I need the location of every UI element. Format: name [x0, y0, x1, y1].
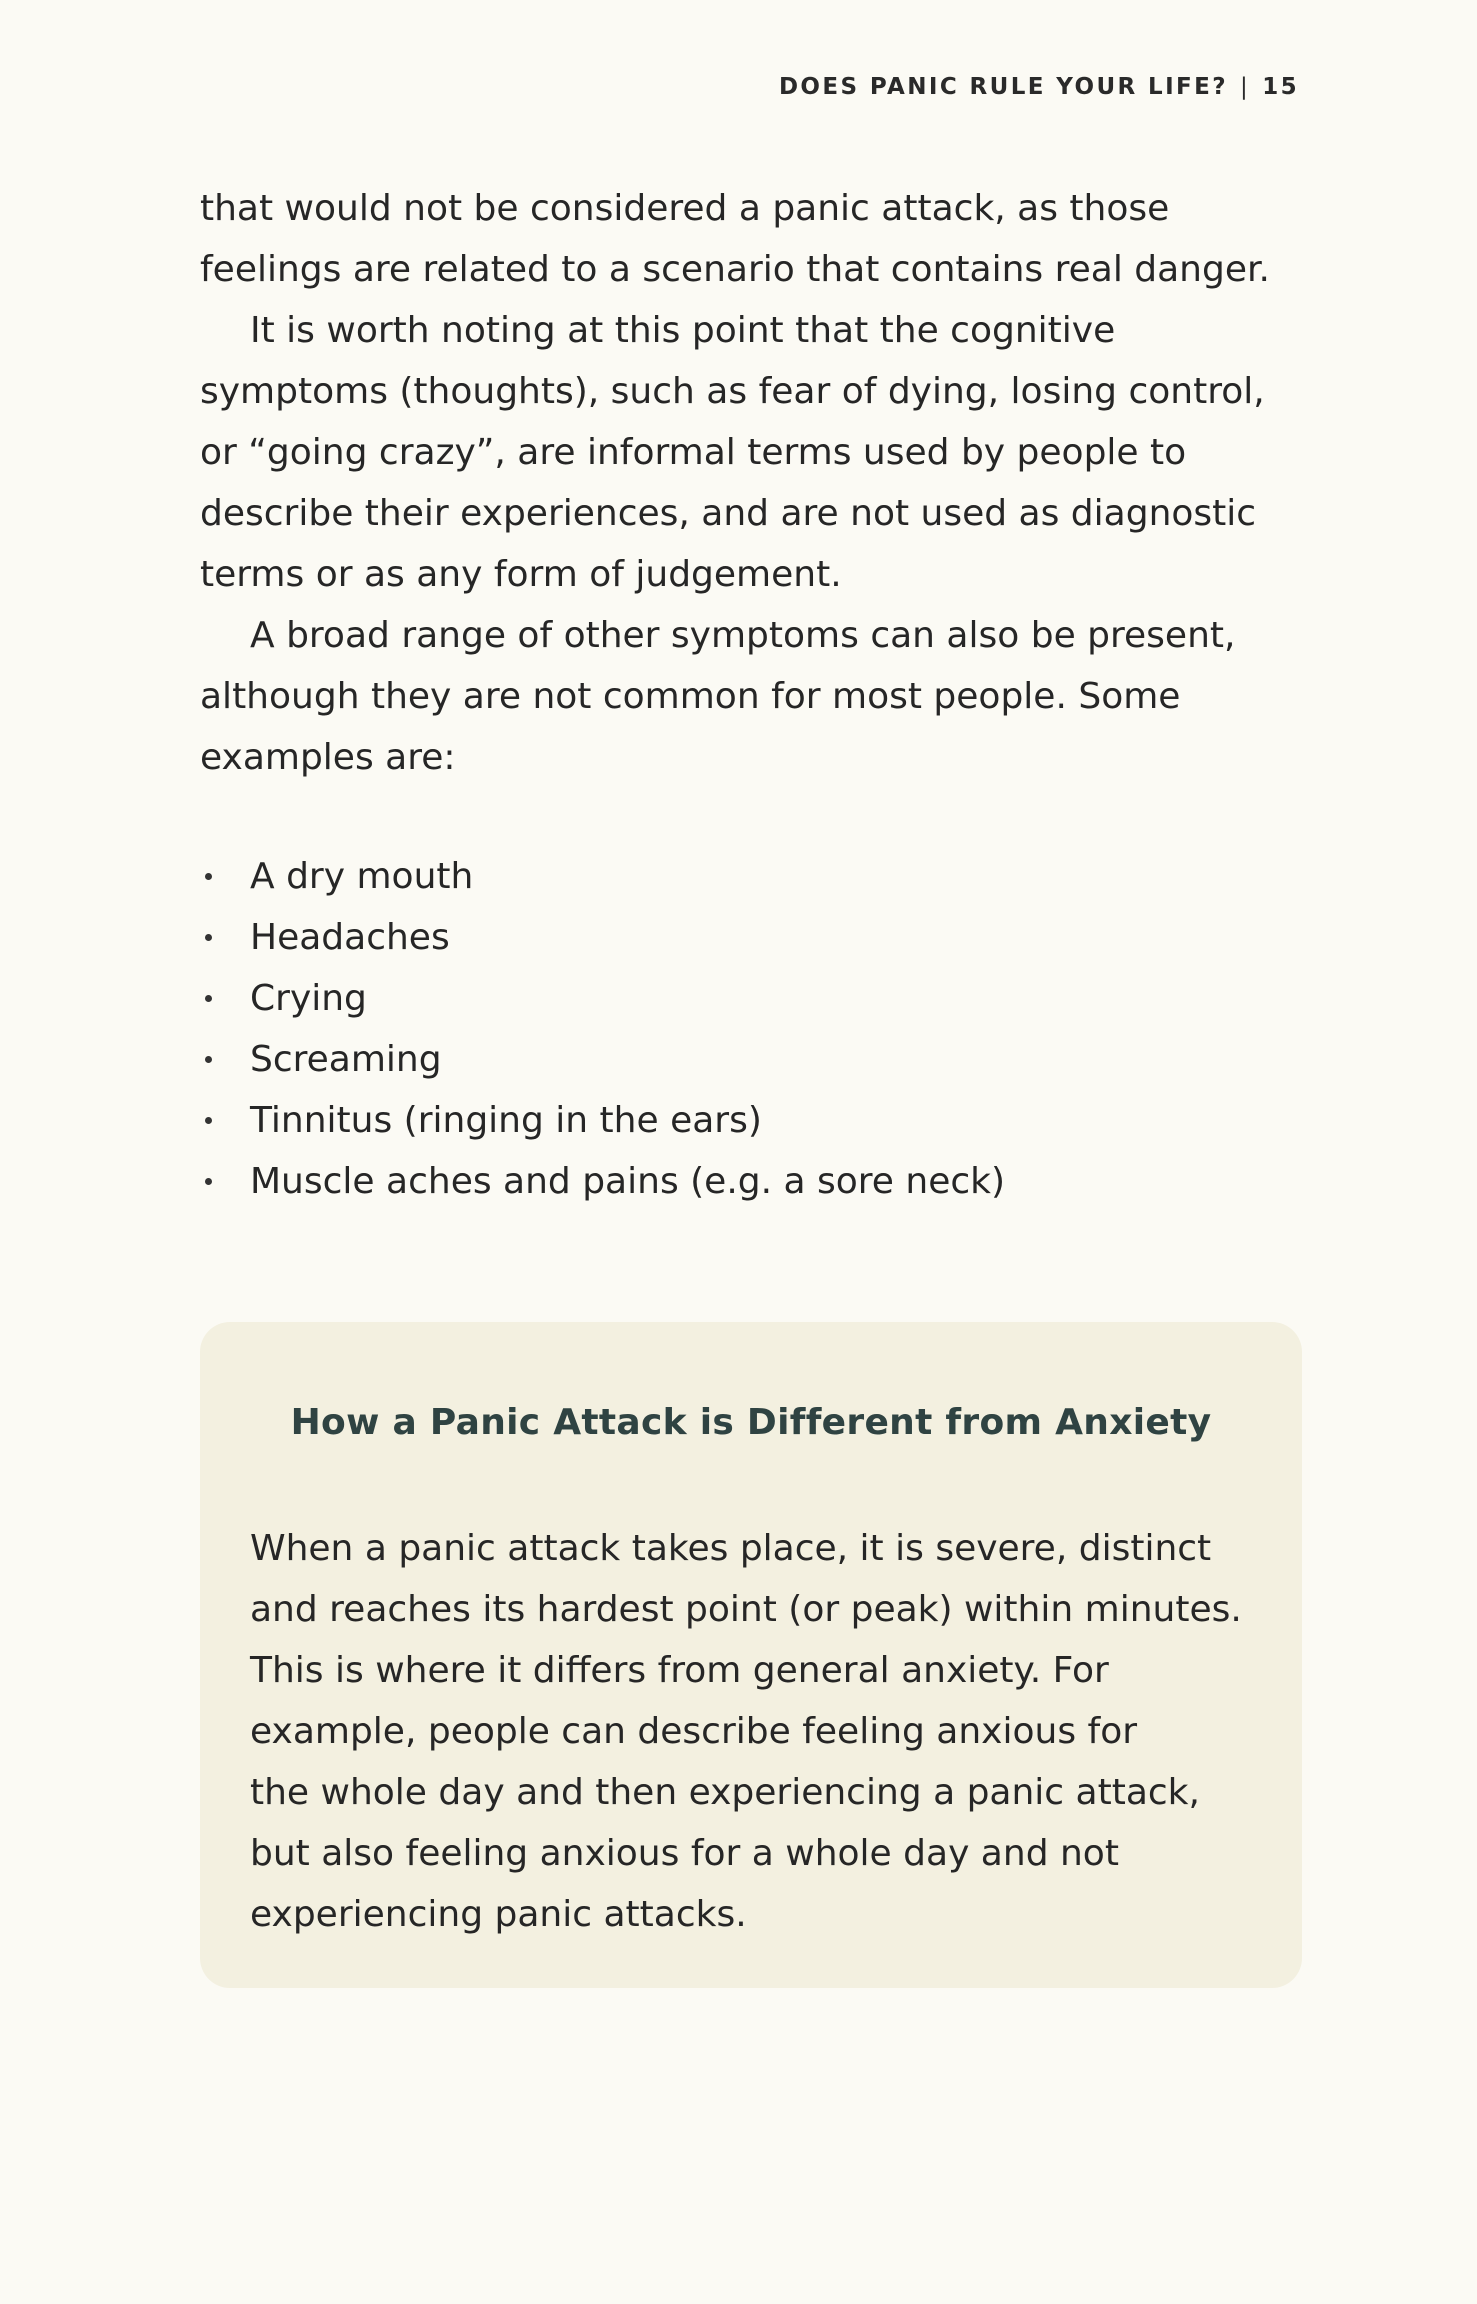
running-header [779, 74, 1299, 100]
bullet-icon [205, 1117, 212, 1124]
header-separator: | [1240, 74, 1251, 100]
list-item-text: Screaming [250, 1039, 442, 1080]
list-item [200, 1151, 1310, 1212]
callout-line: This is where it differs from general anxiety. For [250, 1650, 1109, 1691]
bullet-icon [205, 1178, 212, 1185]
bullet-icon [205, 873, 212, 880]
callout-line: the whole day and then experiencing a panic attack, [250, 1772, 1200, 1813]
list-item-text: Headaches [250, 917, 450, 958]
chapter-title: DOES PANIC RULE YOUR LIFE? [778, 74, 1229, 100]
bullet-icon [205, 995, 212, 1002]
list-item-text: Muscle aches and pains (e.g. a sore neck) [250, 1161, 1006, 1202]
paragraph: A broad range of other symptoms can also be present, although they are not common for most people. Some examples are: [200, 615, 1236, 778]
list-item-text: A dry mouth [250, 856, 474, 897]
body-text [200, 178, 1310, 1212]
callout-line: and reaches its hardest point (or peak) within minutes. [250, 1589, 1242, 1630]
callout-line: When a panic attack takes place, it is severe, distinct [250, 1528, 1212, 1569]
paragraph: that would not be considered a panic attack, as those feelings are related to a scenario that contains real danger. [200, 188, 1270, 290]
list-item-text: Tinnitus (ringing in the ears) [250, 1100, 762, 1141]
list-item [200, 907, 1310, 968]
callout-title: How a Panic Attack is Different from Anxiety [290, 1402, 1212, 1443]
list-item [200, 968, 1310, 1029]
list-item [200, 846, 1310, 907]
paragraph: It is worth noting at this point that the cognitive symptoms (thoughts), such as fear of dying, losing control, or “going crazy”, are informal terms used by people to describe their experiences, and are not used as diagnostic terms or as any form of judgement. [200, 310, 1265, 595]
list-item [200, 1090, 1310, 1151]
list-item-text: Crying [250, 978, 367, 1019]
callout-line: experiencing panic attacks. [250, 1894, 747, 1935]
callout-box [200, 1322, 1302, 1988]
bullet-icon [205, 934, 212, 941]
callout-line: but also feeling anxious for a whole day and not [250, 1833, 1119, 1874]
symptom-list [200, 846, 1310, 1212]
callout-line: example, people can describe feeling anxious for [250, 1711, 1138, 1752]
list-item [200, 1029, 1310, 1090]
page-number: 15 [1262, 74, 1299, 100]
bullet-icon [205, 1056, 212, 1063]
callout-text [250, 1518, 1290, 1945]
